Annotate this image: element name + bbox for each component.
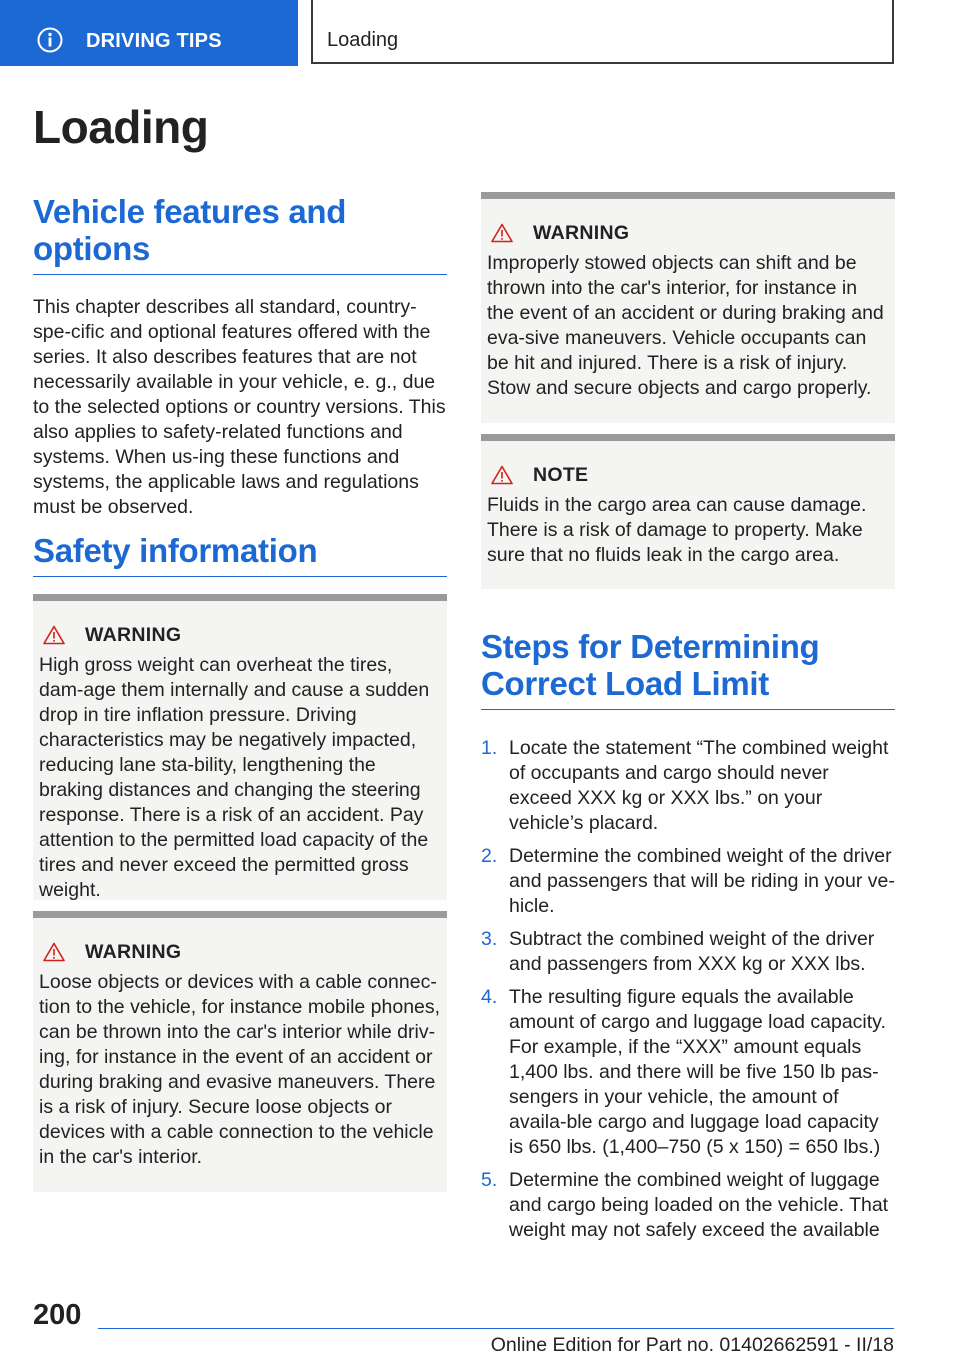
page-title: Loading <box>33 101 209 153</box>
section-tab[interactable] <box>0 0 298 66</box>
breadcrumb-label: Loading <box>327 29 399 51</box>
section-label: DRIVING TIPS <box>86 30 222 52</box>
note-title: NOTE <box>533 463 589 486</box>
step-text: Locate the statement “The combined weight of occupants and cargo should never exceed XXX kg or XXX lbs.” on your vehicle’s placard. <box>509 737 889 834</box>
warning-box-loose-objects <box>33 911 447 1192</box>
step-number: 4. <box>481 986 498 1008</box>
warning-box-gross-weight <box>33 594 447 900</box>
step-number: 2. <box>481 845 498 867</box>
steps-section <box>481 628 895 1251</box>
note-box-fluids <box>481 434 895 589</box>
step-text: Determine the combined weight of luggage and cargo being loaded on the vehicle. That weight may not safely exceed the available <box>509 1169 889 1241</box>
list-item <box>481 736 895 836</box>
list-item <box>481 844 895 919</box>
step-number: 5. <box>481 1169 498 1191</box>
warning-icon <box>43 625 65 645</box>
info-icon <box>37 27 63 53</box>
step-text: The resulting figure equals the available amount of cargo and luggage load capacity. For example, if the “XXX” amount equals 1,400 lbs. and there will be five 150 lb pas-sengers in your vehicle, the amount of availa-ble cargo and luggage load capacity is 650 lbs. (1,400–750 (5 x 150) = 650 lbs.) <box>509 986 886 1158</box>
step-number: 3. <box>481 928 498 950</box>
list-item <box>481 927 895 977</box>
vehicle-features-section <box>33 193 447 520</box>
steps-list <box>481 736 895 1243</box>
page-number: 200 <box>33 1299 82 1331</box>
step-number: 1. <box>481 737 498 759</box>
warning-box-stowed-objects <box>481 192 895 423</box>
breadcrumb <box>311 0 894 64</box>
step-text: Determine the combined weight of the driver and passengers that will be riding in your ve-hicle. <box>509 845 895 917</box>
steps-heading: Steps for Determining Correct Load Limit <box>481 628 895 710</box>
warning-text: High gross weight can overheat the tires, dam-age them internally and cause a sudden drop in tire inflation pressure. Driving characteristics may be negatively impacted, reducing lane sta-bility, lengthening the braking distances and changing the steering response. There is a risk of an accident. Pay attention to the permitted load capacity of the tires and never exceed the permitted gross weight. <box>39 654 430 901</box>
warning-icon <box>491 223 513 243</box>
list-item <box>481 985 895 1160</box>
vehicle-features-heading: Vehicle features and options <box>33 193 447 275</box>
warning-title: WARNING <box>85 623 182 646</box>
edition-label: Online Edition for Part no. 01402662591 - II/18 <box>490 1334 894 1356</box>
warning-icon <box>43 942 65 962</box>
step-text: Subtract the combined weight of the driver and passengers from XXX kg or XXX lbs. <box>509 928 875 975</box>
safety-information-section <box>33 532 447 577</box>
list-item <box>481 1168 895 1243</box>
footer-divider <box>98 1328 894 1329</box>
warning-text: Improperly stowed objects can shift and be thrown into the car's interior, for instance in the event of an accident or during braking and eva-sive maneuvers. Vehicle occupants can be hit and injured. There is a risk of injury. Stow and secure objects and cargo properly. <box>487 252 884 399</box>
safety-information-heading: Safety information <box>33 532 447 577</box>
note-text: Fluids in the cargo area can cause damage. There is a risk of damage to property. Make sure that no fluids leak in the cargo area. <box>487 494 867 566</box>
vehicle-features-text: This chapter describes all standard, country-spe-cific and optional features offered with the series. It also describes features that are not necessarily available in your vehicle, e. g., due to the selected options or country versions. This also applies to safety-related functions and systems. When us-ing these functions and systems, the applicable laws and regulations must be observed. <box>33 296 446 518</box>
warning-title: WARNING <box>533 221 630 244</box>
warning-icon <box>491 465 513 485</box>
warning-text: Loose objects or devices with a cable connec-tion to the vehicle, for instance mobile phones, can be thrown into the car's interior while driv-ing, for instance in the event of an accident or during braking and evasive maneuvers. There is a risk of injury. Secure loose objects or devices with a cable connection to the vehicle in the car's interior. <box>39 971 441 1168</box>
warning-title: WARNING <box>85 940 182 963</box>
